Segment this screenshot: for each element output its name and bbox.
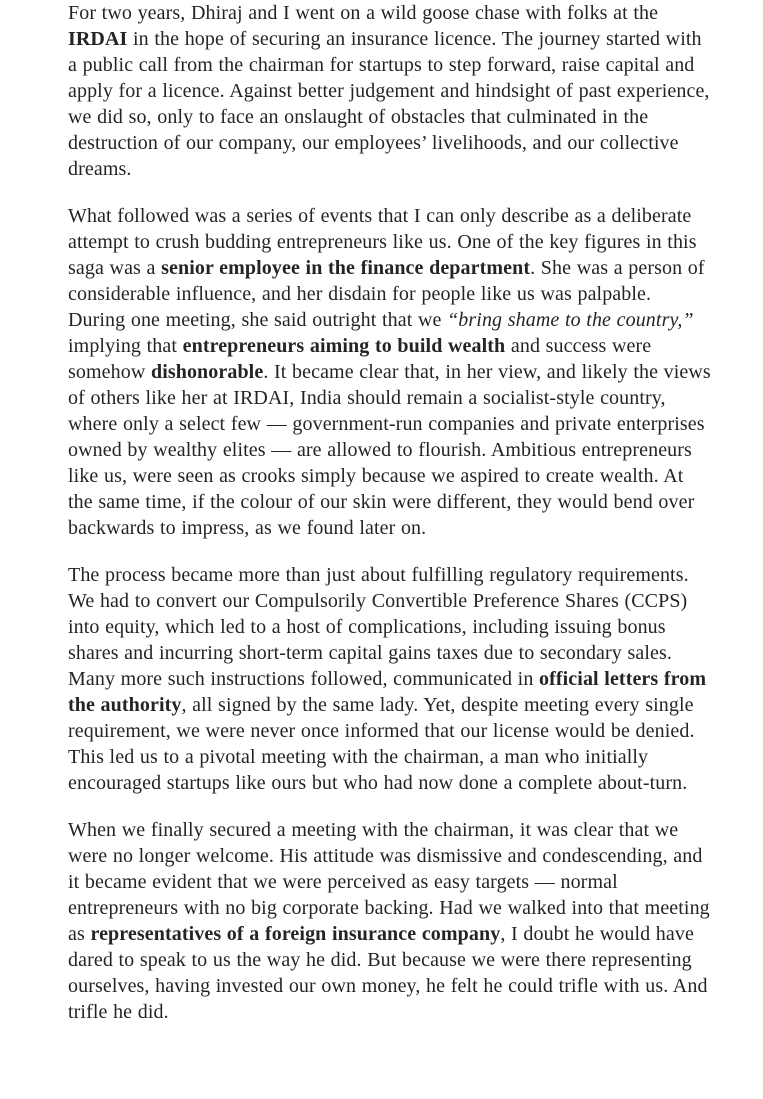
text-run: implying that [68,335,183,357]
text-run: The process became more than just about fulfilling regulatory requirements. We had to convert our Compulsorily Convertible Preference Shares (CCPS) into equity, which led to a host of complications, including issuing bonus shares and incurring short-term capital gains taxes due to secondary sales. Many more such instructions followed, communicated in [68,564,689,690]
text-run: When we finally secured a meeting with the chairman, it was clear that we were no longer welcome. His attitude was dismissive and condescending, and it became evident that we were perceived as easy targets — normal entrepreneurs with no big corporate backing. Had we walked into that meeting as [68,819,710,945]
text-run: , I doubt he would have dared to speak to us the way he did. But because we were there representing ourselves, having invested our own money, he felt he could trifle with us. And trifle he did. [68,923,708,1023]
paragraph-2 [68,203,713,541]
text-run: What followed was a series of events that I can only describe as a deliberate attempt to crush budding entrepreneurs like us. One of the key figures in this saga was a [68,205,697,279]
text-run: . It became clear that, in her view, and likely the views of others like her at IRDAI, India should remain a socialist-style country, where only a select few — government-run companies and private enterprises owned by wealthy elites — are allowed to flourish. Ambitious entrepreneurs like us, were seen as crooks simply because we aspired to create wealth. At the same time, if the colour of our skin were different, they would bend over backwards to impress, as we found later on. [68,361,711,539]
text-run: IRDAI [68,28,128,50]
text-run: For two years, Dhiraj and I went on a wild goose chase with folks at the [68,2,659,24]
text-run: and success were somehow [68,335,652,383]
paragraph-1 [68,0,713,182]
text-run: entrepreneurs aiming to build wealth [182,335,506,357]
text-run: “bring shame to the country,” [447,309,694,331]
text-run: , all signed by the same lady. Yet, despite meeting every single requirement, we were never once informed that our license would be denied. This led us to a pivotal meeting with the chairman, a man who initially encouraged startups like ours but who had now done a complete about-turn. [68,694,695,794]
text-run: . She was a person of considerable influence, and her disdain for people like us was palpable. During one meeting, she said outright that we [68,257,705,331]
text-run: senior employee in the finance department [161,257,531,279]
text-run: in the hope of securing an insurance licence. The journey started with a public call from the chairman for startups to step forward, raise capital and apply for a licence. Against better judgement and hindsight of past experience, we did so, only to face an onslaught of obstacles that culminated in the destruction of our company, our employees’ livelihoods, and our collective dreams. [68,28,710,180]
text-run: official letters from the authority [68,668,707,716]
paragraph-3 [68,562,713,796]
text-run: representatives of a foreign insurance company [90,923,501,945]
paragraph-4 [68,817,713,1025]
text-run: dishonorable [150,361,264,383]
